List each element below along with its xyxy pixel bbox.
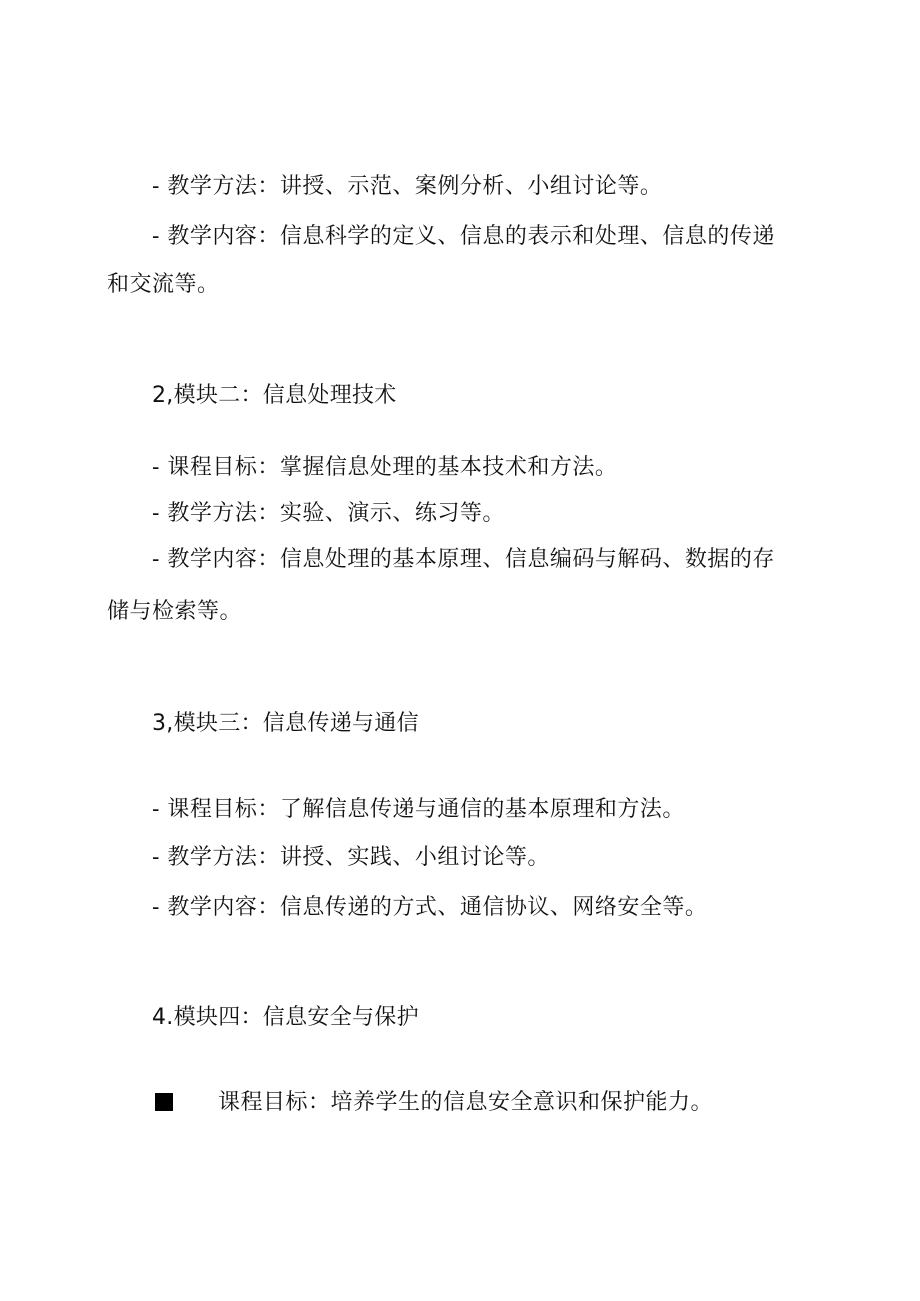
section2-heading: 2,模块二：信息处理技术 (152, 383, 397, 408)
section3-course-goal: - 课程目标：了解信息传递与通信的基本原理和方法。 (152, 797, 685, 822)
section2-teaching-method: - 教学方法：实验、演示、练习等。 (152, 501, 505, 526)
square-bullet-icon (155, 1093, 173, 1111)
section1-teaching-method: - 教学方法：讲授、示范、案例分析、小组讨论等。 (152, 174, 663, 199)
section1-teaching-content-line2: 和交流等。 (107, 272, 220, 297)
section4-course-goal: 课程目标：培养学生的信息安全意识和保护能力。 (218, 1090, 714, 1115)
section2-teaching-content-line2: 储与检索等。 (107, 599, 243, 624)
section3-teaching-method: - 教学方法：讲授、实践、小组讨论等。 (152, 845, 550, 870)
section4-heading: 4.模块四：信息安全与保护 (152, 1005, 419, 1030)
section2-course-goal: - 课程目标：掌握信息处理的基本技术和方法。 (152, 455, 618, 480)
section1-teaching-content-line1: - 教学内容：信息科学的定义、信息的表示和处理、信息的传递 (152, 224, 775, 249)
section2-teaching-content-line1: - 教学内容：信息处理的基本原理、信息编码与解码、数据的存 (152, 547, 775, 572)
section3-teaching-content: - 教学内容：信息传递的方式、通信协议、网络安全等。 (152, 895, 708, 920)
section3-heading: 3,模块三：信息传递与通信 (152, 711, 419, 736)
